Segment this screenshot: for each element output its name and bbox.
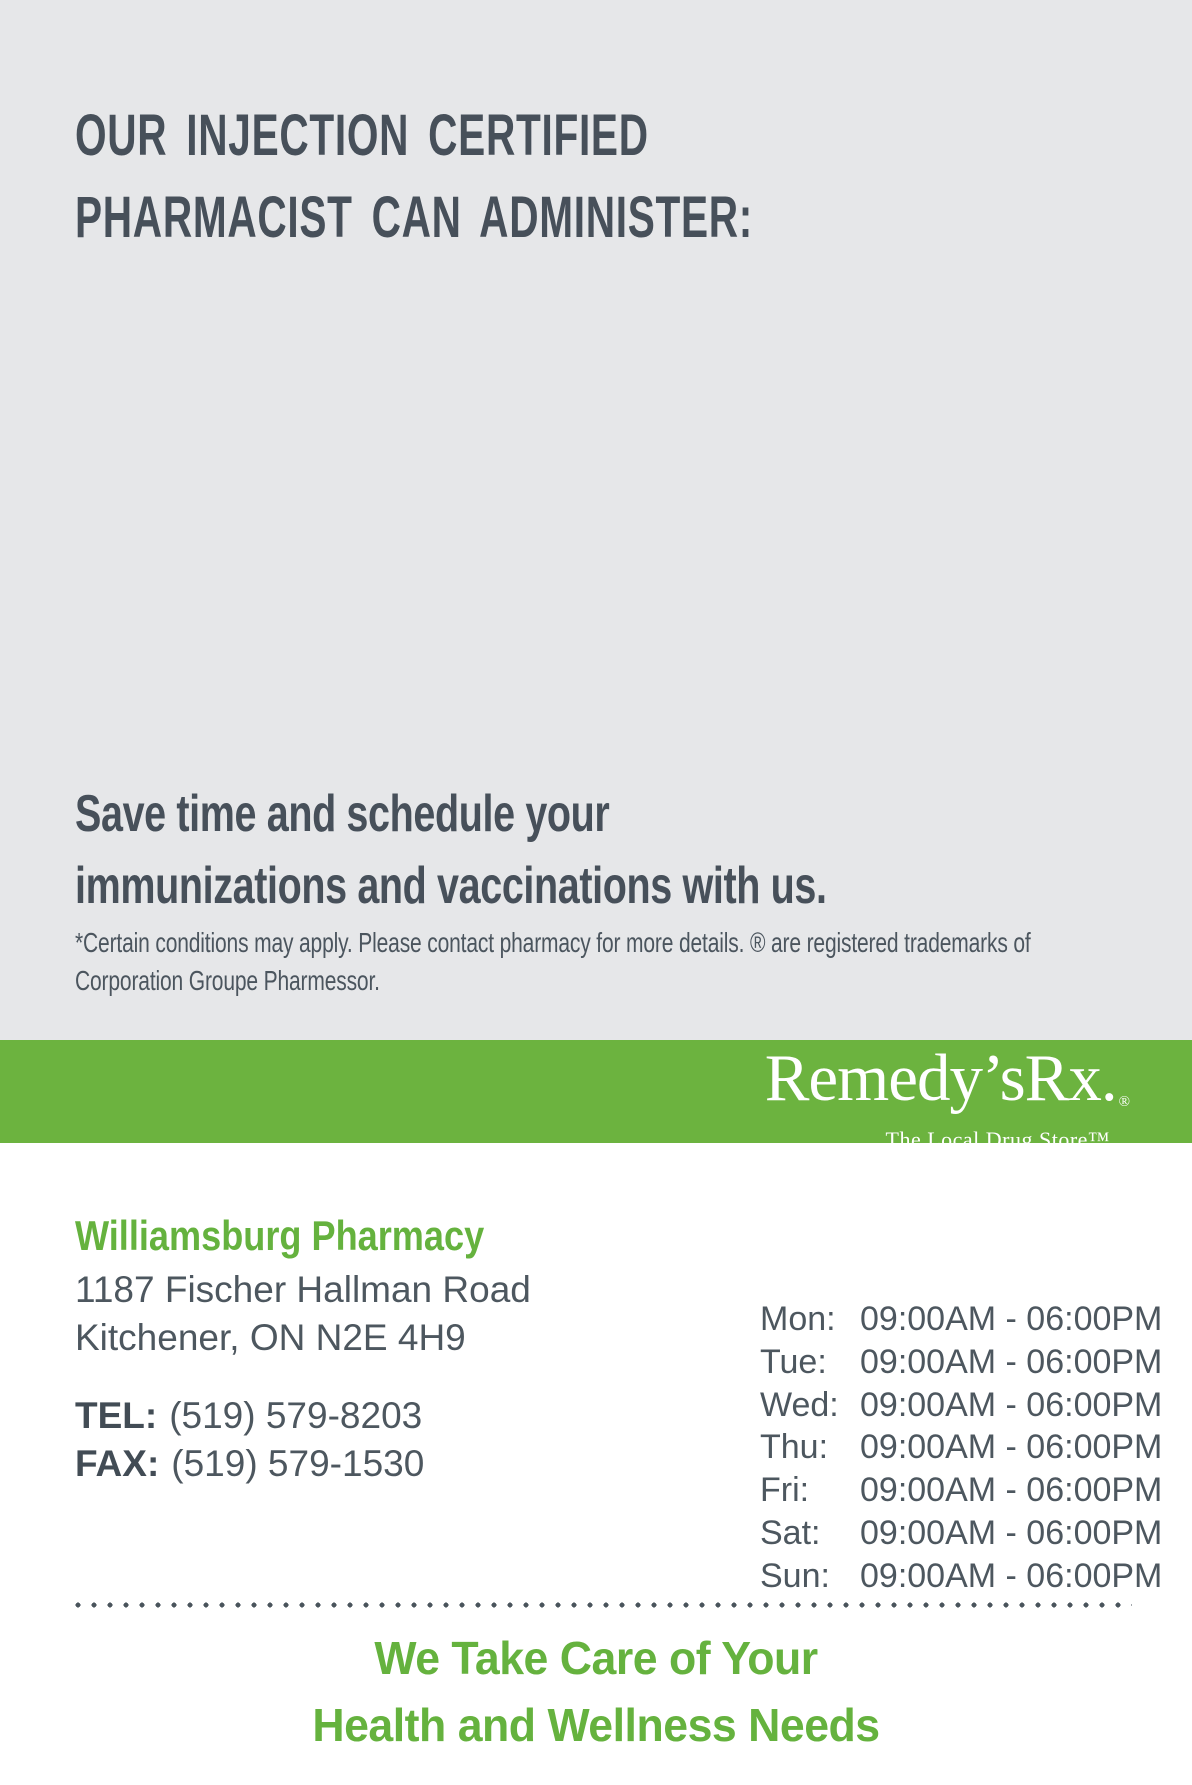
fax-row — [75, 1440, 424, 1488]
logo-text: Remedy’sRx. — [764, 1041, 1117, 1115]
hours-day: Wed: — [760, 1385, 839, 1424]
disclaimer-line1: *Certain conditions may apply. Please contact pharmacy for more details. ® are registered trademarks of — [75, 927, 1031, 958]
fax-label: FAX: — [75, 1443, 160, 1484]
promo-headline — [75, 95, 753, 259]
hours-row-fri — [760, 1469, 1162, 1512]
footer-tagline — [18, 1625, 1174, 1759]
promo-headline-line2: PHARMACIST CAN ADMINISTER: — [75, 185, 754, 250]
promo-disclaimer — [75, 924, 1031, 1000]
registered-mark: ® — [1118, 1094, 1130, 1110]
disclaimer-line2: Corporation Groupe Pharmessor. — [75, 965, 380, 996]
fax-number: (519) 579-1530 — [171, 1443, 425, 1484]
tel-label: TEL: — [75, 1395, 158, 1436]
brand-tagline: The Local Drug Store™ — [885, 1127, 1110, 1152]
hours-day: Thu: — [760, 1428, 829, 1467]
pharmacy-name: Williamsburg Pharmacy — [75, 1212, 485, 1259]
hours-time: 09:00AM - 06:00PM — [860, 1300, 1163, 1338]
hours-time: 09:00AM - 06:00PM — [860, 1556, 1163, 1595]
hours-day: Sun: — [760, 1556, 830, 1595]
promo-subheadline — [75, 778, 827, 922]
hours-row-sat — [760, 1512, 1162, 1555]
store-hours — [760, 1298, 1162, 1598]
hours-row-sun — [760, 1555, 1162, 1598]
footer-tagline-line1: We Take Care of Your — [374, 1632, 818, 1684]
hours-row-wed — [760, 1384, 1162, 1427]
hours-row-thu — [760, 1426, 1162, 1469]
hours-time: 09:00AM - 06:00PM — [860, 1513, 1163, 1552]
promo-subheadline-line1: Save time and schedule your — [75, 785, 610, 843]
hours-time: 09:00AM - 06:00PM — [860, 1385, 1163, 1424]
brand-banner — [0, 1040, 1192, 1152]
hours-day: Fri: — [760, 1471, 810, 1510]
promo-subheadline-line2: immunizations and vaccinations with us. — [75, 857, 827, 915]
hours-day: Mon: — [760, 1300, 836, 1338]
hours-day: Tue: — [760, 1342, 827, 1381]
hours-row-tue — [760, 1341, 1162, 1384]
tel-row — [75, 1392, 422, 1440]
dotted-divider — [70, 1602, 1132, 1608]
logo-wordmark — [764, 1041, 1130, 1136]
hours-time: 09:00AM - 06:00PM — [860, 1471, 1163, 1510]
hours-time: 09:00AM - 06:00PM — [860, 1342, 1163, 1381]
hours-row-mon — [760, 1298, 1162, 1341]
tel-number: (519) 579-8203 — [169, 1395, 423, 1436]
remedysrx-logo — [764, 1041, 1130, 1152]
pharmacy-address-line2: Kitchener, ON N2E 4H9 — [75, 1317, 466, 1358]
hours-day: Sat: — [760, 1513, 821, 1552]
footer-tagline-line2: Health and Wellness Needs — [312, 1699, 880, 1751]
promo-headline-line1: OUR INJECTION CERTIFIED — [75, 103, 649, 168]
pharmacy-address-line1: 1187 Fischer Hallman Road — [75, 1269, 531, 1310]
hours-time: 09:00AM - 06:00PM — [860, 1428, 1163, 1467]
